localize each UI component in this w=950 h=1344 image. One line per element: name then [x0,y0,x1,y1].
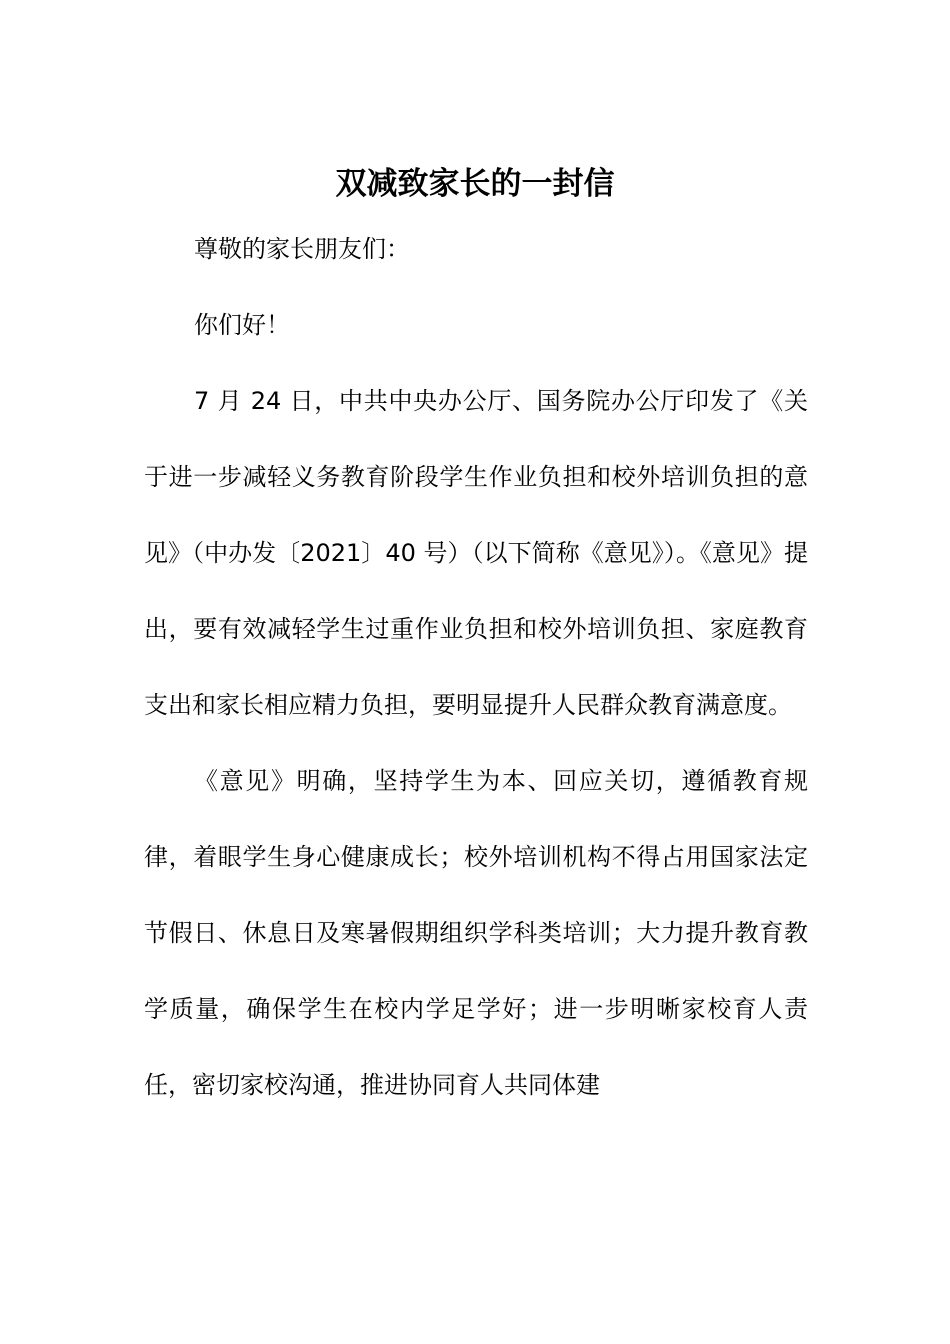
paragraph-policy-details: 《意见》明确，坚持学生为本、回应关切，遵循教育规律，着眼学生身心健康成长；校外培训机构不得占用国家法定节假日、休息日及寒暑假期组织学科类培训；大力提升教育教学质量，确保学生在校内学足学好；进一步明晰家校育人责任，密切家校沟通，推进协同育人共同体建 [144,767,808,1099]
salutation: 尊敬的家长朋友们： [194,235,410,263]
paragraph-policy-issued: 7 月 24 日，中共中央办公厅、国务院办公厅印发了《关于进一步减轻义务教育阶段学生作业负担和校外培训负担的意见》（中办发〔2021〕40 号）（以下简称《意见》）。《意见》提出，要有效减轻学生过重作业负担和校外培训负担、家庭教育支出和家长相应精力负担，要明显提升人民群众教育满意度。 [144,387,808,719]
document-title: 双减致家长的一封信 [335,165,615,202]
letter-body [144,211,808,1123]
greeting: 你们好！ [194,311,290,339]
